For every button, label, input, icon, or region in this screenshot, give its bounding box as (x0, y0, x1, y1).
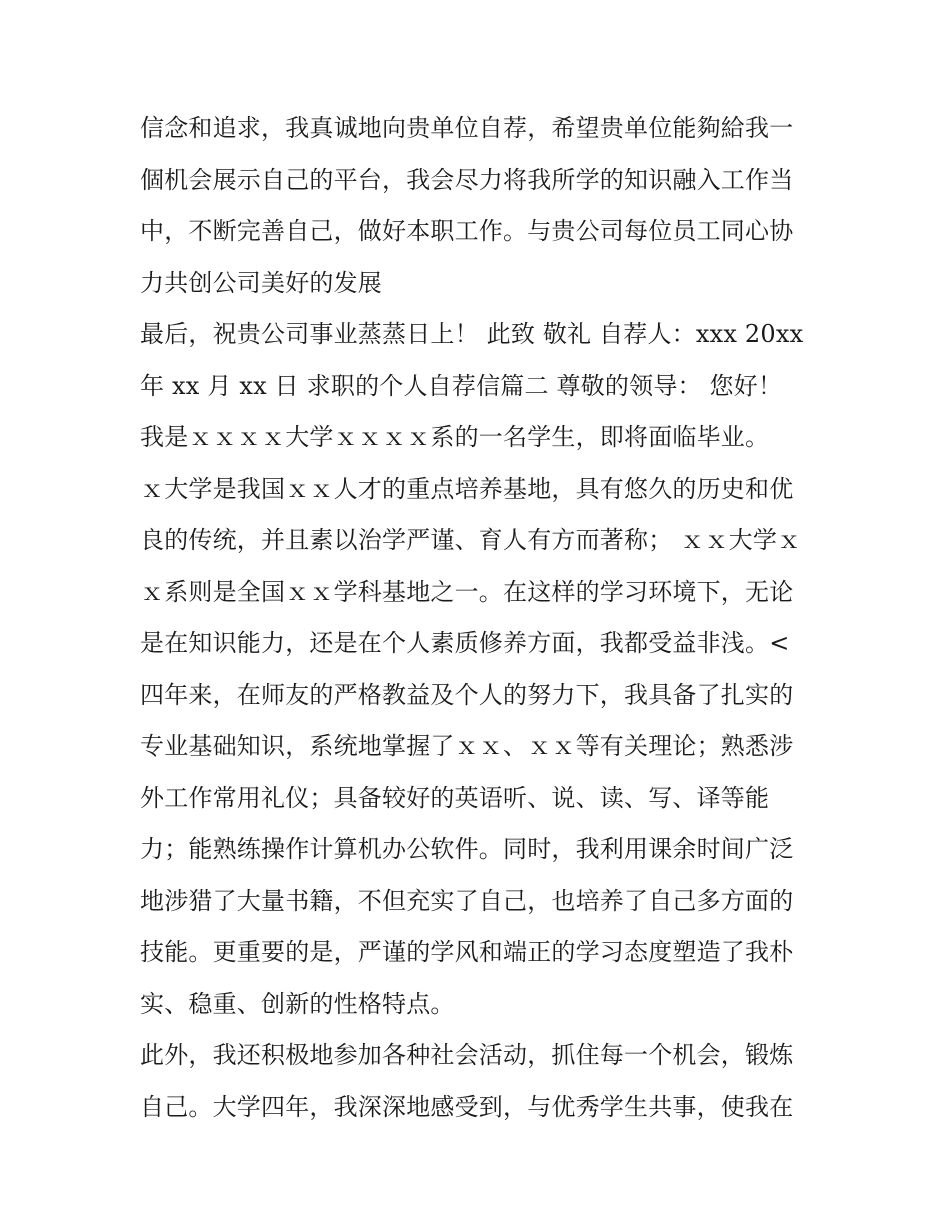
text-line: 力共创公司美好的发展 (140, 268, 382, 297)
text-line: 专业基础知识，系统地掌握了ｘｘ、ｘｘ等有关理论；熟悉涉 (140, 732, 794, 760)
text-line: 此外，我还积极地参加各种社会活动，抓住每一个机会，锻炼 (140, 1041, 794, 1069)
text-line: 良的传统，并且素以治学严谨、育人有方而著称； ｘｘ大学ｘ (140, 526, 802, 554)
text-line: 实、稳重、创新的性格特点。 (140, 989, 455, 1018)
text-line: 個机会展示自己的平台，我会尽力将我所学的知识融入工作当 (140, 165, 794, 194)
letter-body (140, 103, 830, 1133)
text-line: 信念和追求，我真诚地向贵单位自荐，希望贵单位能夠給我一 (140, 114, 794, 142)
text-line: 我是ｘｘｘｘ大学ｘｘｘｘ系的一名学生，即将面临毕业。 (140, 423, 770, 451)
text-line: 年 xx 月 xx 日 求职的个人自荐信篇二 尊敬的领导： 您好！ (140, 371, 783, 400)
text-line: 是在知识能力，还是在个人素质修养方面，我都受益非浅。< (140, 629, 790, 657)
text-line: ｘ大学是我国ｘｘ人才的重点培养基地，具有悠久的历史和优 (140, 474, 794, 503)
text-line: 自己。大学四年，我深深地感受到，与优秀学生共事，使我在 (140, 1092, 794, 1121)
text-line: ｘ系则是全国ｘｘ学科基地之一。在这样的学习环境下，无论 (140, 577, 794, 606)
text-line: 技能。更重要的是，严谨的学风和端正的学习态度塑造了我朴 (140, 938, 794, 966)
text-line: 最后，祝贵公司事业蒸蒸日上！ 此致 敬礼 自荐人：xxx 20xx (140, 320, 804, 348)
text-line: 力；能熟练操作计算机办公软件。同时，我利用课余时间广泛 (140, 835, 794, 863)
text-line: 中，不断完善自己，做好本职工作。与贵公司每位员工同心协 (140, 217, 794, 245)
text-line: 四年来，在师友的严格教益及个人的努力下，我具备了扎实的 (140, 680, 794, 709)
text-line: 外工作常用礼仪；具备较好的英语听、说、读、写、译等能 (140, 783, 770, 812)
text-line: 地涉猎了大量书籍，不但充实了自己，也培养了自己多方面的 (140, 886, 794, 915)
